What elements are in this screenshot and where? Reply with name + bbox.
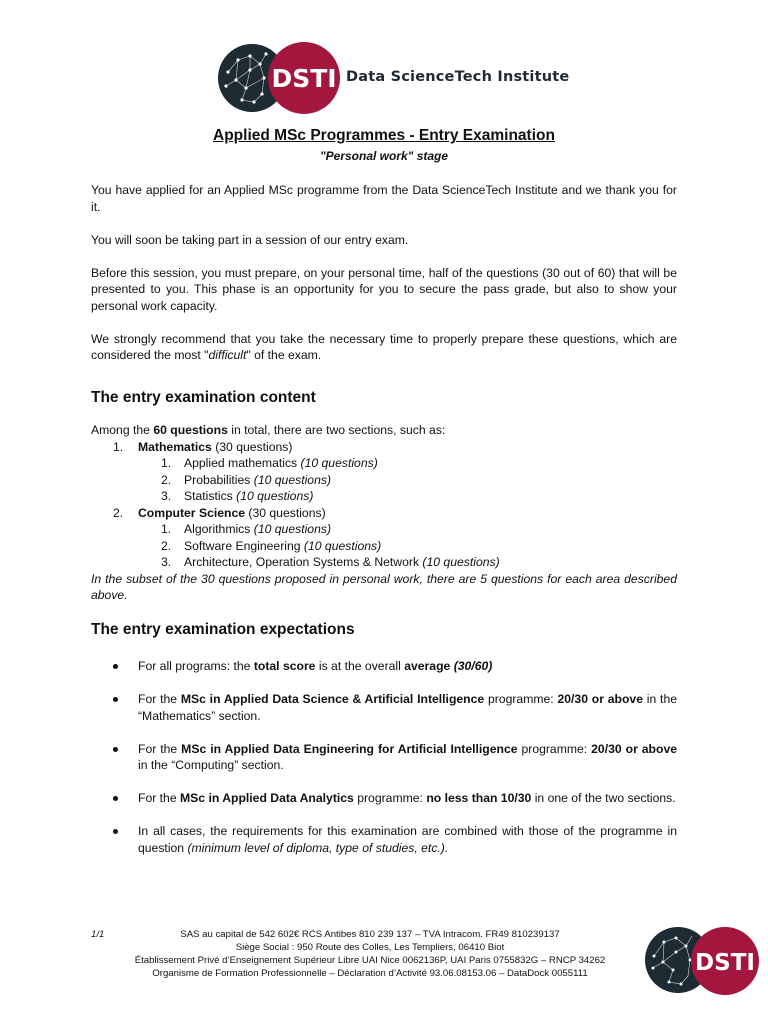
list-item: 2. Software Engineering (10 questions) bbox=[161, 538, 382, 553]
list-item: 1. Applied mathematics (10 questions) bbox=[161, 456, 378, 470]
content-note: In the subset of the 30 questions proposed in personal work, there are 5 questions for each area described above. bbox=[91, 571, 677, 602]
document-title: Applied MSc Programmes - Entry Examination bbox=[213, 127, 555, 144]
svg-text:DSTI: DSTI bbox=[271, 64, 337, 93]
expectation-item-all-cases: In all cases, the requirements for this examination are combined with those of the programme in question (minimum level of diploma, type of studies, etc.). bbox=[91, 823, 677, 856]
intro-paragraph-2: You will soon be taking part in a session of our entry exam. bbox=[91, 232, 409, 247]
page-number: 1/1 bbox=[91, 929, 105, 940]
legal-line: Établissement Privé d’Enseignement Supérieur Libre UAI Nice 0062136P, UAI Paris 0755832G – RNCP 34262 bbox=[134, 955, 606, 966]
expectations-list bbox=[91, 658, 677, 856]
document-subtitle: "Personal work" stage bbox=[319, 149, 449, 163]
bullet-icon bbox=[113, 697, 118, 702]
intro-paragraph-3: Before this session, you must prepare, on your personal time, half of the questions (30 out of 60) that will be presented to you. This phase is an opportunity for you to secure the pass grade, but also to show your personal work capacity. bbox=[91, 265, 677, 313]
svg-text:DSTI: DSTI bbox=[695, 950, 755, 976]
expectation-item-all-programs: For all programs: the total score is at the overall average (30/60) bbox=[91, 658, 677, 675]
dsti-logo-icon bbox=[216, 42, 346, 114]
bullet-icon bbox=[113, 664, 118, 669]
institute-name: Data ScienceTech Institute bbox=[346, 69, 570, 85]
intro-paragraph-1: You have applied for an Applied MSc programme from the Data ScienceTech Institute and we thank you for it. bbox=[91, 183, 677, 214]
list-item: 3. Statistics (10 questions) bbox=[161, 489, 314, 503]
list-item: 2. Probabilities (10 questions) bbox=[161, 472, 332, 487]
list-item: 3. Architecture, Operation Systems & Network (10 questions) bbox=[161, 555, 500, 569]
document-body bbox=[91, 182, 677, 873]
legal-line: Siège Social : 950 Route des Colles, Les Templiers, 06410 Biot bbox=[235, 942, 505, 953]
computer-science-sublist bbox=[138, 521, 677, 571]
list-item-mathematics: 1. Mathematics (30 questions) 1. Applied mathematics (10 questions) 2. Probabilities (10 questions) 3. Statistics (10 questions) bbox=[91, 439, 677, 505]
legal-line: SAS au capital de 542 602€ RCS Antibes 810 239 137 – TVA Intracom. FR49 810239137 bbox=[180, 929, 560, 940]
sections-list bbox=[91, 439, 677, 571]
section-heading-content: The entry examination content bbox=[91, 388, 316, 406]
list-item: 1. Algorithmics (10 questions) bbox=[161, 522, 331, 536]
dsti-header-logo bbox=[216, 42, 576, 114]
bullet-icon bbox=[113, 796, 118, 801]
expectation-item-data-science: For the MSc in Applied Data Science & Artificial Intelligence programme: 20/30 or above in the “Mathematics” section. bbox=[91, 691, 677, 724]
intro-paragraph-4: We strongly recommend that you take the necessary time to properly prepare these questions, which are considered the most "difficult" of the exam. bbox=[91, 331, 677, 362]
expectation-item-data-engineering: For the MSc in Applied Data Engineering for Artificial Intelligence programme: 20/30 or above in the “Computing” section. bbox=[91, 741, 677, 774]
dsti-footer-logo-icon bbox=[644, 926, 760, 996]
bullet-icon bbox=[113, 747, 118, 752]
list-item-computer-science: 2. Computer Science (30 questions) 1. Algorithmics (10 questions) 2. Software Engineering (10 questions) 3. Architecture, Operation Systems & Network (10 questions) bbox=[91, 505, 677, 571]
legal-info bbox=[110, 928, 630, 980]
legal-line: Organisme de Formation Professionnelle – Déclaration d’Activité 93.06.08153.06 – DataDock 0055111 bbox=[152, 968, 588, 979]
content-lead: Among the 60 questions in total, there are two sections, such as: bbox=[91, 423, 446, 437]
section-heading-expectations: The entry examination expectations bbox=[91, 620, 355, 638]
bullet-icon bbox=[113, 829, 118, 834]
mathematics-sublist bbox=[138, 455, 677, 505]
expectation-item-data-analytics: For the MSc in Applied Data Analytics programme: no less than 10/30 in one of the two sections. bbox=[91, 790, 677, 807]
